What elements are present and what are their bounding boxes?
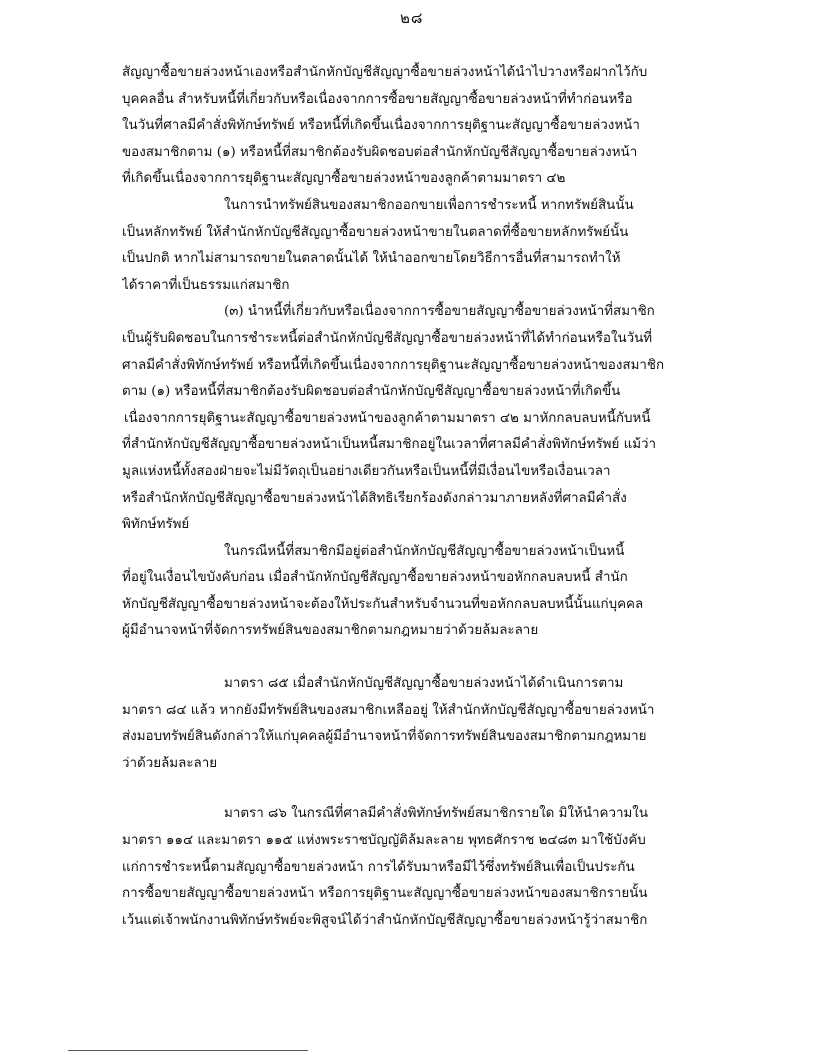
footer-divider [68,1050,308,1051]
text-line: ได้ราคาที่เป็นธรรมแก่สมาชิก [122,277,290,293]
text-line: พิทักษ์ทรัพย์ [122,517,190,533]
text-line: ของสมาชิกตาม (๑) หรือหนี้ที่สมาชิกต้องรับผิดชอบต่อสำนักหักบัญชีสัญญาซื้อขายล่วงหน้า [122,144,638,160]
paragraph-clause-3 [122,299,692,538]
text-line: ที่สำนักหักบัญชีสัญญาซื้อขายล่วงหน้าเป็นหนี้สมาชิกอยู่ในเวลาที่ศาลมีคำสั่งพิทักษ์ทรัพย์ แม้ว่า [122,437,657,453]
text-line: มูลแห่งหนี้ทั้งสองฝ่ายจะไม่มีวัตถุเป็นอย่างเดียวกันหรือเป็นหนี้ที่มีเงื่อนไขหรือเงื่อนเวลา [122,463,611,479]
paragraph-asset-sale [122,193,692,299]
text-line: ที่เกิดขึ้นเนื่องจากการยุติฐานะสัญญาซื้อขายล่วงหน้าของลูกค้าตามมาตรา ๔๒ [122,171,566,187]
page-number: ๒๘ [400,9,424,27]
text-line: เป็นผู้รับผิดชอบในการชำระหนี้ต่อสำนักหักบัญชีสัญญาซื้อขายล่วงหน้าที่ได้ทำก่อนหรือในวันที่ [122,330,653,346]
text-line: สัญญาซื้อขายล่วงหน้าเองหรือสำนักหักบัญชีสัญญาซื้อขายล่วงหน้าได้นำไปวางหรือฝากไว้กับ [122,65,648,80]
document-body [122,60,692,934]
text-line: มาตรา ๘๔ แล้ว หากยังมีทรัพย์สินของสมาชิกเหลืออยู่ ให้สำนักหักบัญชีสัญญาซื้อขายล่วงหน้า [122,702,655,718]
text-line: บุคคลอื่น สำหรับหนี้ที่เกี่ยวกับหรือเนื่องจากการซื้อขายสัญญาซื้อขายล่วงหน้าที่ทำก่อนหรือ [122,91,633,107]
text-line: แก่การชำระหนี้ตามสัญญาซื้อขายล่วงหน้า การได้รับมาหรือมีไว้ซึ่งทรัพย์สินเพื่อเป็นประกัน [122,859,635,875]
text-line: เนื่องจากการยุติฐานะสัญญาซื้อขายล่วงหน้าของลูกค้าตามมาตรา ๔๒ มาหักกลบลบหนี้กับหนี้ [124,410,651,426]
text-line: เป็นปกติ หากไม่สามารถขายในตลาดนั้นได้ ให้นำออกขายโดยวิธีการอื่นที่สามารถทำให้ [122,251,621,267]
text-line: หรือสำนักหักบัญชีสัญญาซื้อขายล่วงหน้าได้สิทธิเรียกร้องดังกล่าวมาภายหลังที่ศาลมีคำสั่ง [122,490,627,506]
paragraph-continuation [122,60,692,193]
text-line: ในกรณีหนี้ที่สมาชิกมีอยู่ต่อสำนักหักบัญชีสัญญาซื้อขายล่วงหน้าเป็นหนี้ [224,543,625,559]
text-line: การซื้อขายสัญญาซื้อขายล่วงหน้า หรือการยุติฐานะสัญญาซื้อขายล่วงหน้าของสมาชิกรายนั้น [122,886,648,902]
text-line: หักบัญชีสัญญาซื้อขายล่วงหน้าจะต้องให้ประกันสำหรับจำนวนที่ขอหักกลบลบหนี้นั้นแก่บุคคล [122,596,644,612]
text-line: ว่าด้วยล้มละลาย [122,755,218,771]
paragraph-conditional-debt [122,539,692,645]
section-85 [122,671,692,777]
text-line: ส่งมอบทรัพย์สินดังกล่าวให้แก่บุคคลผู้มีอำนาจหน้าที่จัดการทรัพย์สินของสมาชิกตามกฎหมาย [122,729,647,745]
section-86 [122,801,692,934]
text-line: ในวันที่ศาลมีคำสั่งพิทักษ์ทรัพย์ หรือหนี้ที่เกิดขึ้นเนื่องจากการยุติฐานะสัญญาซื้อขายล่วงหน้า [122,118,640,134]
text-line: ผู้มีอำนาจหน้าที่จัดการทรัพย์สินของสมาชิกตามกฎหมายว่าด้วยล้มละลาย [122,623,539,639]
text-line: เป็นหลักทรัพย์ ให้สำนักหักบัญชีสัญญาซื้อขายล่วงหน้าขายในตลาดที่ซื้อขายหลักทรัพย์นั้น [122,224,629,240]
text-line: ศาลมีคำสั่งพิทักษ์ทรัพย์ หรือหนี้ที่เกิดขึ้นเนื่องจากการยุติฐานะสัญญาซื้อขายล่วงหน้าของสมาชิก [122,357,665,373]
text-line: ตาม (๑) หรือหนี้ที่สมาชิกต้องรับผิดชอบต่อสำนักหักบัญชีสัญญาซื้อขายล่วงหน้าที่เกิดขึ้น [122,384,621,400]
text-line: มาตรา ๘๖ ในกรณีที่ศาลมีคำสั่งพิทักษ์ทรัพย์สมาชิกรายใด มิให้นำความใน [224,806,649,822]
text-line: เว้นแต่เจ้าพนักงานพิทักษ์ทรัพย์จะพิสูจน์ได้ว่าสำนักหักบัญชีสัญญาซื้อขายล่วงหน้ารู้ว่าสมาชิก [122,912,648,928]
text-line: (๓) นำหนี้ที่เกี่ยวกับหรือเนื่องจากการซื้อขายสัญญาซื้อขายล่วงหน้าที่สมาชิก [224,304,655,320]
text-line: มาตรา ๘๕ เมื่อสำนักหักบัญชีสัญญาซื้อขายล่วงหน้าได้ดำเนินการตาม [224,676,624,692]
text-line: ในการนำทรัพย์สินของสมาชิกออกขายเพื่อการชำระหนี้ หากทรัพย์สินนั้น [224,197,634,213]
text-line: มาตรา ๑๑๔ และมาตรา ๑๑๕ แห่งพระราชบัญญัติล้มละลาย พุทธศักราช ๒๔๘๓ มาใช้บังคับ [122,833,646,849]
text-line: ที่อยู่ในเงื่อนไขบังคับก่อน เมื่อสำนักหักบัญชีสัญญาซื้อขายล่วงหน้าขอหักกลบลบหนี้ สำนัก [122,570,628,586]
